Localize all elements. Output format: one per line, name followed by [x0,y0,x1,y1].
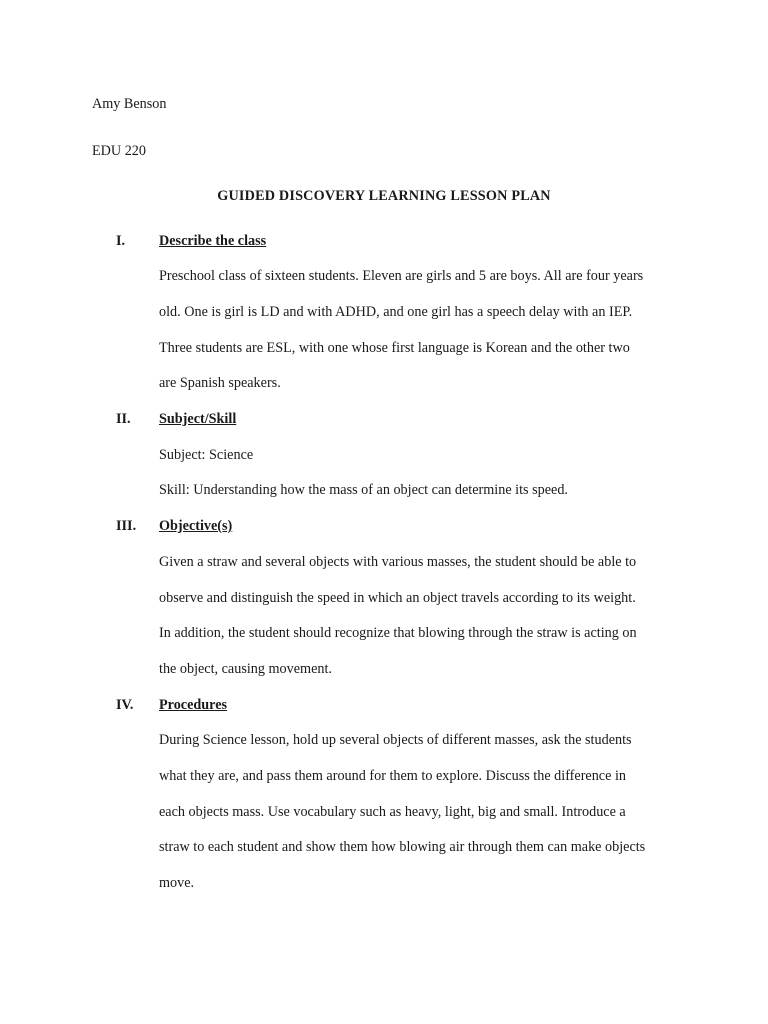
course-code: EDU 220 [92,143,146,159]
section-heading-procedures: Procedures [159,697,228,713]
paragraph-line: straw to each student and show them how blowing air through them can make objects [159,839,646,855]
section-heading-describe-class: Describe the class [159,233,267,249]
document-title: GUIDED DISCOVERY LEARNING LESSON PLAN [217,188,551,204]
section-numeral: I. [116,233,126,249]
author-name: Amy Benson [92,96,167,112]
paragraph-line: observe and distinguish the speed in which an object travels according to its weight. [159,590,636,606]
paragraph-line: Given a straw and several objects with various masses, the student should be able to [159,554,637,570]
section-numeral: III. [116,518,137,534]
paragraph-line: are Spanish speakers. [159,375,281,391]
paragraph-line: In addition, the student should recognize that blowing through the straw is acting on [159,625,637,641]
paragraph-line: old. One is girl is LD and with ADHD, and one girl has a speech delay with an IEP. [159,304,633,320]
paragraph-line: what they are, and pass them around for them to explore. Discuss the difference in [159,768,626,784]
paragraph-line: Skill: Understanding how the mass of an object can determine its speed. [159,482,568,498]
paragraph-line: the object, causing movement. [159,661,332,677]
paragraph-line: each objects mass. Use vocabulary such as heavy, light, big and small. Introduce a [159,804,626,820]
paragraph-line: move. [159,875,195,891]
paragraph-line: Subject: Science [159,447,254,463]
section-heading-objectives: Objective(s) [159,518,233,534]
paragraph-line: Three students are ESL, with one whose first language is Korean and the other two [159,340,630,356]
section-numeral: II. [116,411,131,427]
paragraph-line: During Science lesson, hold up several objects of different masses, ask the students [159,732,632,748]
section-numeral: IV. [116,697,134,713]
section-heading-subject-skill: Subject/Skill [159,411,237,427]
paragraph-line: Preschool class of sixteen students. Eleven are girls and 5 are boys. All are four years [159,268,644,284]
